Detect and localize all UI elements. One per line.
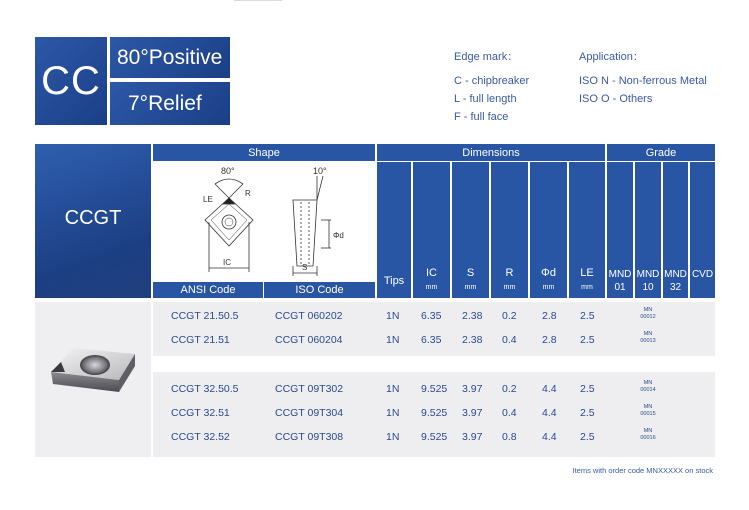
cell-le: 2.5 [580, 383, 595, 395]
cell-r: 0.2 [502, 383, 517, 395]
table-row [0, 329, 749, 351]
order-code [633, 428, 663, 442]
order-code [633, 307, 663, 321]
cell-d: 2.8 [542, 310, 557, 322]
order-code-number: 00016 [640, 435, 656, 441]
shape-le-label: LE [203, 195, 213, 204]
order-code-prefix: MN [643, 404, 653, 410]
cell-r: 0.4 [502, 334, 517, 346]
relief-angle-label: 7°Relief [110, 82, 230, 125]
grade-label: MND 32 [664, 269, 687, 293]
col-tips [377, 162, 411, 298]
cell-d: 4.4 [542, 383, 557, 395]
application-title: Application： [579, 51, 644, 63]
grade-col-cvd [690, 162, 715, 298]
cell-ic: 9.525 [421, 383, 448, 395]
col-label: IC [426, 267, 437, 279]
cell-ic: 6.35 [421, 310, 442, 322]
shape-ic-label: IC [223, 258, 231, 267]
cell-s: 2.38 [462, 310, 483, 322]
col-label: R [505, 267, 514, 279]
top-divider [234, 0, 282, 1]
cell-d: 4.4 [542, 431, 557, 443]
cell-s: 3.97 [462, 407, 483, 419]
shape-radius-label: R [245, 189, 251, 198]
iso-code-header: ISO Code [264, 282, 375, 298]
order-code-prefix: MN [643, 331, 653, 337]
cell-r: 0.4 [502, 407, 517, 419]
cell-le: 2.5 [580, 310, 595, 322]
application-item: ISO N - Non-ferrous Metal [579, 75, 707, 87]
grade-col-mnd32 [663, 162, 688, 298]
cell-iso: CCGT 060204 [275, 334, 343, 346]
col-unit: mm [542, 284, 555, 291]
cell-tips: 1N [386, 383, 400, 395]
family-label: CCGT [64, 206, 122, 229]
shape-header: Shape [153, 144, 375, 161]
col-label: Φd [541, 267, 556, 279]
application-item: ISO O - Others [579, 93, 653, 105]
order-code-number: 00013 [640, 338, 656, 344]
order-code-prefix: MN [643, 307, 653, 313]
table-row [0, 402, 749, 424]
stock-footnote: Items with order code MNXXXXX on stock [572, 466, 713, 475]
cell-le: 2.5 [580, 431, 595, 443]
cell-ansi: CCGT 32.50.5 [171, 383, 239, 395]
cell-ic: 9.525 [421, 407, 448, 419]
cell-r: 0.2 [502, 310, 517, 322]
shape-d-label: Φd [333, 231, 344, 240]
cell-r: 0.8 [502, 431, 517, 443]
col-ic [413, 162, 450, 298]
col-unit: mm [581, 284, 593, 291]
grade-header: Grade [607, 144, 715, 161]
cell-tips: 1N [386, 310, 400, 322]
cell-ansi: CCGT 32.51 [171, 407, 230, 419]
grade-label: MND 01 [608, 269, 632, 293]
col-label: S [466, 267, 475, 279]
col-label: LE [580, 267, 594, 279]
shape-clearance-label: 10° [313, 166, 327, 176]
cell-iso: CCGT 09T308 [275, 431, 344, 443]
grade-label: MND 10 [636, 269, 660, 293]
grade-col-mnd01 [607, 162, 633, 298]
cell-tips: 1N [386, 431, 400, 443]
insert-family-title [35, 144, 151, 298]
grade-label: CVD [691, 269, 714, 280]
edge-mark-item: C - chipbreaker [454, 75, 530, 87]
table-row [0, 378, 749, 400]
col-unit: mm [503, 284, 516, 291]
cell-ic: 6.35 [421, 334, 442, 346]
cell-d: 4.4 [542, 407, 557, 419]
order-code [633, 380, 663, 394]
edge-mark-item: F - full face [454, 111, 509, 123]
cell-s: 3.97 [462, 431, 483, 443]
order-code [633, 331, 663, 345]
ansi-code-header: ANSI Code [153, 282, 263, 298]
col-unit: mm [425, 284, 438, 291]
cell-iso: CCGT 060202 [275, 310, 343, 322]
shape-drawing [153, 162, 375, 282]
cell-ansi: CCGT 21.51 [171, 334, 230, 346]
insert-shape-diagram [153, 162, 375, 282]
table-row [0, 305, 749, 327]
shape-angle-label: 80° [221, 166, 235, 176]
cell-tips: 1N [386, 407, 400, 419]
cell-le: 2.5 [580, 334, 595, 346]
edge-mark-item: L - full length [454, 93, 517, 105]
cell-iso: CCGT 09T304 [275, 407, 344, 419]
order-code-prefix: MN [643, 428, 653, 434]
grade-col-mnd10 [635, 162, 661, 298]
cell-ansi: CCGT 21.50.5 [171, 310, 239, 322]
edge-mark-legend [454, 48, 529, 126]
col-unit: mm [464, 284, 477, 291]
col-s [452, 162, 489, 298]
table-row [0, 426, 749, 448]
shape-s-label: S [302, 263, 308, 272]
col-r [491, 162, 528, 298]
dimensions-header: Dimensions [377, 144, 605, 161]
order-code-number: 00015 [640, 411, 656, 417]
col-label: Tips [383, 275, 405, 287]
order-code [633, 404, 663, 418]
cell-ansi: CCGT 32.52 [171, 431, 230, 443]
col-d [530, 162, 567, 298]
cell-s: 2.38 [462, 334, 483, 346]
cell-tips: 1N [386, 334, 400, 346]
cell-s: 3.97 [462, 383, 483, 395]
edge-mark-title: Edge mark： [454, 51, 519, 63]
cell-ic: 9.525 [421, 431, 448, 443]
cell-iso: CCGT 09T302 [275, 383, 344, 395]
order-code-number: 00012 [640, 314, 656, 320]
positive-angle-label: 80°Positive [110, 37, 230, 78]
order-code-number: 00014 [640, 387, 656, 393]
cell-d: 2.8 [542, 334, 557, 346]
cell-le: 2.5 [580, 407, 595, 419]
order-code-prefix: MN [643, 380, 653, 386]
col-le [569, 162, 605, 298]
application-legend [579, 48, 707, 108]
series-badge: CC [35, 37, 107, 125]
